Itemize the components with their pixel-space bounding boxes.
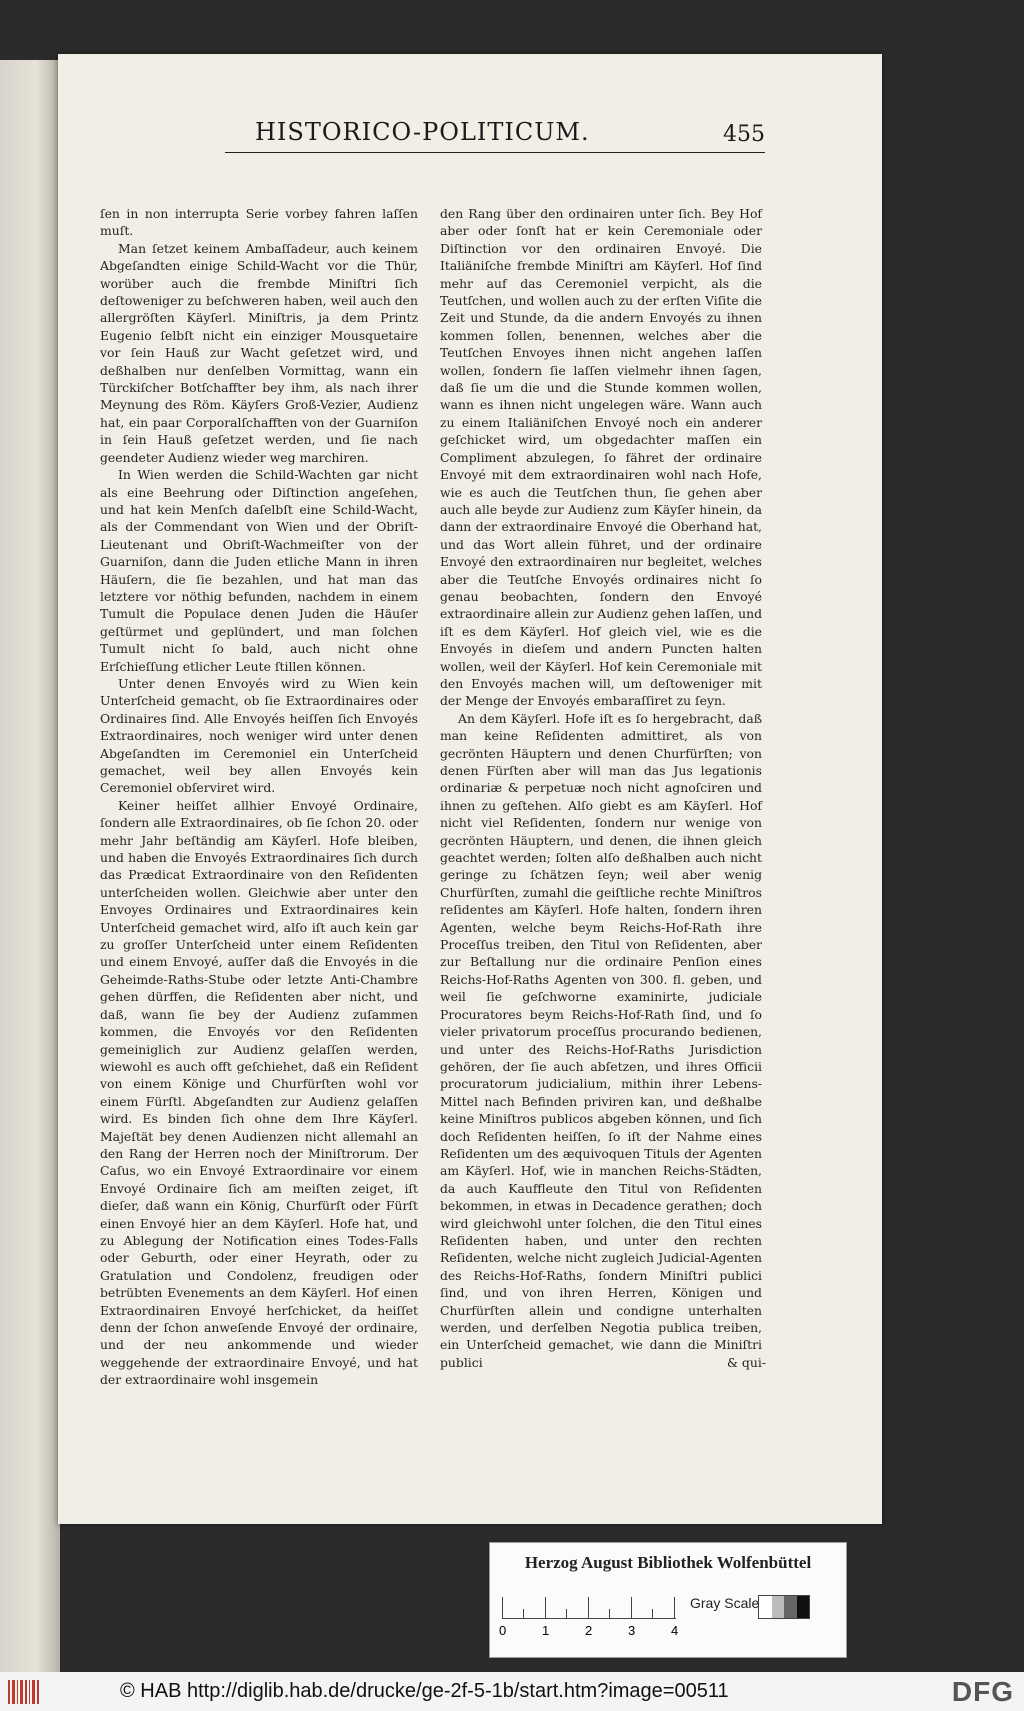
paragraph: In Wien werden die Schild-Wachten gar nicht als eine Beehrung oder Diſtinction angeſehen, und hat kein Menſch daſelbſt eine Schild-Wacht, als der Commendant von Wien und der Obriſt-Lieutenant und Obriſt-Wachmeiſter von der Guarniſon, dann die Juden etliche Mann in ihren Häuſern, die ſie bezahlen, und hat man das letztere vor nöthig befunden, nachdem in einem Tumult die Populace denen Juden die Häuſer geſtürmet und geplündert, und man ſolchen Tumult nicht ſo bald, auch nicht ohne Erſchieſſung etlicher Leute ſtillen können. — [100, 467, 418, 674]
scale-label: 2 — [585, 1623, 593, 1638]
right-text-column — [440, 205, 762, 1371]
paragraph: Man ſetzet keinem Ambaſſadeur, auch keinem Abgeſandten einige Schild-Wacht vor die Thür, worüber auch die frembde Miniſtri ſich deſtoweniger zu beſchweren haben, weil auch den allergröſten Käyſerl. Miniſtris, ja dem Printz Eugenio ſelbſt nicht ein einziger Mousquetaire vor ſein Hauß zur Wacht geſetzet wird, und deßhalben nur denſelben Vormittag, wann ein Türckiſcher Botſchaffter bey ihm, als nach ihrer Meynung des Röm. Käyſers Groß-Vezier, Audienz hat, ein paar Corporalſchafften von der Guarniſon in ſein Hauß geſetzet werden, und ſie nach geendeter Audienz wieder weg marchiren. — [100, 240, 418, 465]
scale-label: 4 — [671, 1623, 679, 1638]
scale-labels — [499, 1623, 692, 1641]
barcode-icon — [8, 1680, 48, 1704]
grayscale-patches — [758, 1595, 810, 1619]
adjacent-page-edge — [0, 60, 60, 1680]
paragraph: Keiner heiſſet allhier Envoyé Ordinaire, ſondern alle Extraordinaires, ob ſie ſchon 20. oder mehr Jahr beſtändig am Käyſerl. Hofe bleiben, und haben die Envoyés Extraordinaires ſich durch das Prædicat Extraordinaire von den Reſidenten unterſcheiden wollen. Gleichwie aber unter den Envoyes Ordinaires und Extraordinaires kein Unterſcheid gemachet wird, alſo iſt auch kein gar zu groſſer Unterſcheid unter einem Reſidenten und einem Envoyé, auſſer daß die Envoyés in die Geheimde-Raths-Stube oder letzte Anti-Chambre gehen dürffen, die Reſidenten aber nicht, und daß, wann ſie bey der Audienz zuſammen kommen, die Envoyés vor den Reſidenten gemeiniglich zur Audienz gelaſſen werden, wiewohl es auch offt geſchiehet, daß ein Reſident von einem Könige und Churfürſten wohl vor einem Fürſtl. Abgeſandten zur Audienz gelaſſen wird. Es binden ſich ohne dem Ihre Käyſerl. Majeſtät bey denen Audienzen nicht allemahl an den Rang der Herren noch der Miniſtrorum. Der Caſus, wo ein Envoyé Extraordinaire vor einem Envoyé Ordinaire ſich am meiſten zeiget, iſt dieſer, daß wann ein König, Churfürſt oder Fürſt einen Envoyé hier an dem Käyſerl. Hofe hat, und zu Ablegung der Notification eines Todes-Falls oder Geburth, oder einer Heyrath, oder zu Gratulation und Condolenz, freudigen oder betrübten Evenements an dem Käyſerl. Hof einen Extraordinairen Envoyé herſchicket, da heiſſet denn der ſchon anweſende Envoyé der ordinaire, und der neu ankommende und wieder weggehende der extraordinaire Envoyé, und hat der extraordinaire wohl insgemein — [100, 797, 418, 1388]
paragraph: den Rang über den ordinairen unter ſich. Bey Hof aber oder ſonſt hat er kein Ceremoniale oder Diſtinction vor den ordinairen Envoyé. Die Italiäniſche frembde Miniſtri am Käyſerl. Hof ſind mehr auf das Ceremoniel verpicht, als die Teutſchen, und wollen auch zu der erſten Viſite die Zeit und Stunde, da die andern Envoyés zu ihnen kommen ſollen, benennen, welches aber die Teutſchen Envoyes ihnen nicht angehen laſſen wollen, ſondern ſie laſſen vielmehr ihnen ſagen, daß ſie um die und die Stunde kommen wollen, wann es ihnen nicht ungelegen wäre. Wann auch zu einem Italiäniſchen Envoyé noch ein anderer geſchicket wird, um obgedachter maſſen ein Compliment abzulegen, ſo fähret der ordinaire Envoyé mit dem extraordinairen wohl nach Hofe, wie es auch die Teutſchen thun, ſie gehen aber auch alle beyde zur Audienz zum Käyſer hinein, da dann der extraordinaire Envoyé die Oberhand hat, und das Wort allein führet, und der ordinaire Envoyé den extraordinairen nur begleitet, welches aber die Teutſche Envoyés ordinaires nicht ſo genau beobachten, ſondern den Envoyé extraordinaire allein zur Audienz gehen laſſen, und iſt es dem Käyſerl. Hof gleich viel, wie es die Envoyés in dieſem und andern Puncten halten wollen, weil der Käyſerl. Hof kein Ceremoniale mit den Envoyés machen will, um deſtoweniger mit der Menge der Envoyés embaraſſiret zu ſeyn. — [440, 206, 763, 709]
catchword: & qui- — [726, 1355, 766, 1370]
grayscale-label: Gray Scale — [690, 1595, 760, 1611]
page-number: 455 — [723, 122, 765, 147]
dfg-logo: DFG — [951, 1676, 1014, 1707]
paragraph: ſen in non interrupta Serie vorbey fahren laſſen muſt. — [100, 206, 418, 239]
scale-label: 3 — [628, 1623, 636, 1638]
measurement-scale — [502, 1593, 676, 1619]
running-head: HISTORICO-POLITICUM. — [255, 118, 590, 146]
source-link[interactable]: © HAB http://diglib.hab.de/drucke/ge-2f-5-1b/start.htm?image=00511 — [120, 1680, 729, 1702]
library-scale-card — [489, 1542, 847, 1658]
page-header — [225, 118, 765, 153]
paragraph: An dem Käyſerl. Hofe iſt es ſo hergebracht, daß man keine Reſidenten admittiret, als von gecrönten Häuptern und denen Churfürſten; von denen Fürſten aber will man das Jus legationis ordinariæ & perpetuæ noch nicht agnoſciren und ihnen zu geſtehen. Alſo giebt es am Käyſerl. Hof nicht viel Reſidenten, ſondern nur wenige von gecrönten Häuptern, und denen, die ihnen gleich geachtet werden; ſolten alſo deßhalben auch nicht geringe zu ſchätzen ſeyn; weil aber wenig Churfürſten, zumahl die geiſtliche rechte Miniſtros reſidentes am Käyſerl. Hofe halten, ſondern ihren Agenten, welche beym Reichs-Hof-Rath ihre Proceſſus treiben, den Titul von Reſidenten, aber zur Beſtallung nur die ordinaire Penſion eines Reichs-Hof-Raths Agenten von 300. fl. geben, und weil ſie geſchworne examinirte, judiciale Procuratores beym Reichs-Hof-Rath ſind, und ſo vieler privatorum proceſſus procurando bedienen, und unter des Reichs-Hof-Raths Jurisdiction gehören, der ſie auch abſetzen, und ihres Officii procuratorum judicialium, mithin ihrer Lebens-Mittel nach Befinden priviren kan, und deßhalbe keine Miniſtros publicos abgeben können, und ſich doch Reſidenten heiſſen, ſo iſt der Nahme eines Reſidenten um des æquivoquen Tituls der Agenten am Käyſerl. Hof, wie in manchen Reichs-Städten, da auch Kauffleute den Titul von Reſidenten bekommen, in etwas in Decadence gerathen; doch wird gleichwohl unter ſolchen, die den Titul eines Reſidenten haben, und unter den rechten Reſidenten, welche nicht zugleich Judicial-Agenten des Reichs-Hof-Raths, ſondern Miniſtri publici ſind, und von ihren Herren, Königen und Churfürſten allein und condigne unterhalten werden, und derſelben Negotia publica treiben, ein Unterſcheid gemachet, wie dann die Miniſtri publici — [440, 710, 762, 1370]
scale-label: 0 — [499, 1623, 507, 1638]
paragraph: Unter denen Envoyés wird zu Wien kein Unterſcheid gemacht, ob ſie Extraordinaires oder Ordinaires ſind. Alle Envoyés heiſſen ſich Envoyés Extraordinaires, noch weniger wird unter denen Abgeſandten im Ceremoniel ein Unterſcheid gemachet, weil bey allen Envoyés kein Ceremoniel obſerviret wird. — [100, 675, 418, 796]
library-title: Herzog August Bibliothek Wolfenbüttel — [524, 1553, 812, 1572]
scale-label: 1 — [542, 1623, 550, 1638]
viewer-footer — [0, 1672, 1024, 1711]
left-text-column — [100, 205, 418, 1389]
